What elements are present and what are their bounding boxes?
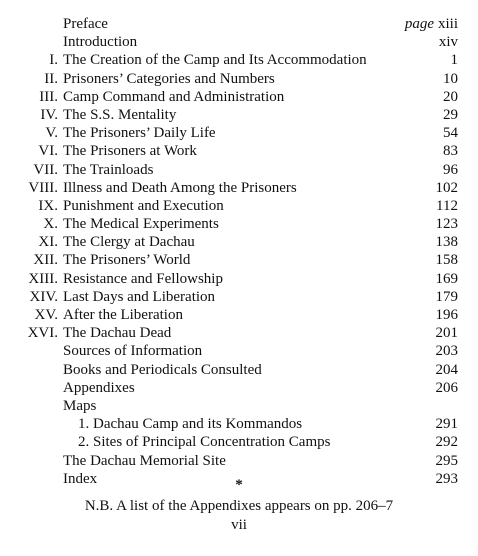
toc-entry xyxy=(0,452,478,470)
entry-title: The Prisoners at Work xyxy=(63,143,197,160)
page-number: 112 xyxy=(436,197,458,214)
chapter-number: XII. xyxy=(33,252,58,269)
page-number: 196 xyxy=(435,307,458,323)
entry-title: The Prisoners’ World xyxy=(63,252,191,269)
table-of-contents xyxy=(0,15,478,488)
entry-page xyxy=(436,270,459,288)
entry-title: Books and Periodicals Consulted xyxy=(63,361,262,378)
entry-page xyxy=(436,452,459,470)
toc-entry xyxy=(0,161,478,179)
page-number: 204 xyxy=(435,361,458,378)
chapter-number: III. xyxy=(39,88,58,105)
entry-title: The Medical Experiments xyxy=(63,216,219,233)
chapter-number: XV. xyxy=(34,307,58,323)
entry-title: Index xyxy=(63,470,98,487)
entry-page xyxy=(436,251,459,269)
entry-page xyxy=(436,433,459,451)
page-number: xiii xyxy=(437,16,458,32)
entry-page xyxy=(436,306,459,324)
toc-entry xyxy=(0,433,478,451)
chapter-number: XI. xyxy=(38,234,58,251)
toc-entry xyxy=(0,324,478,342)
entry-title: Sources of Information xyxy=(63,343,203,360)
entry-page xyxy=(436,233,459,251)
appendix-note: N.B. A list of the Appendixes appears on pp. 206–7 xyxy=(84,498,394,514)
page-folio: vii xyxy=(231,517,247,533)
page-number: 20 xyxy=(443,88,458,105)
entry-title: Last Days and Liberation xyxy=(63,288,216,305)
toc-entry xyxy=(0,179,478,197)
chapter-number: IX. xyxy=(38,197,58,214)
entry-page xyxy=(405,15,458,33)
entry-title: The Creation of the Camp and Its Accommodation xyxy=(63,52,367,69)
entry-title: The S.S. Mentality xyxy=(63,106,177,123)
entry-page xyxy=(436,197,458,215)
entry-page xyxy=(436,324,459,342)
toc-entry xyxy=(0,397,478,415)
toc-entry xyxy=(0,70,478,88)
toc-entry xyxy=(0,215,478,233)
entry-page xyxy=(436,379,459,397)
chapter-number: XVI. xyxy=(27,325,58,342)
entry-page xyxy=(436,415,459,433)
entry-page xyxy=(443,124,458,142)
page-number: 295 xyxy=(435,452,458,469)
entry-title: 2. Sites of Principal Concentration Camps xyxy=(78,434,331,451)
entry-page xyxy=(436,288,459,306)
entry-page xyxy=(443,106,458,124)
toc-entry xyxy=(0,306,478,324)
chapter-number: XIV. xyxy=(29,288,58,305)
entry-page xyxy=(436,361,459,379)
chapter-number: VI. xyxy=(38,143,58,160)
toc-entry xyxy=(0,197,478,215)
toc-entry xyxy=(0,415,478,433)
entry-title: The Dachau Dead xyxy=(63,325,172,342)
page-number: 203 xyxy=(435,343,458,360)
chapter-number: VII. xyxy=(33,161,58,178)
page-number: 292 xyxy=(435,434,458,451)
page-number: xiv xyxy=(438,34,458,51)
toc-entry xyxy=(0,361,478,379)
page-label: page xyxy=(404,16,434,32)
page-number: 123 xyxy=(435,216,458,233)
entry-title: The Dachau Memorial Site xyxy=(63,452,226,469)
toc-entry xyxy=(0,379,478,397)
entry-page xyxy=(443,161,458,179)
page-number: 291 xyxy=(435,416,458,433)
entry-title: Punishment and Execution xyxy=(63,197,224,214)
page-number: 158 xyxy=(435,252,458,269)
chapter-number: V. xyxy=(45,125,58,142)
chapter-number: IV. xyxy=(40,106,58,123)
page-number: 102 xyxy=(435,179,458,196)
entry-title: Introduction xyxy=(63,34,138,51)
toc-entry xyxy=(0,15,478,33)
entry-title: 1. Dachau Camp and its Kommandos xyxy=(78,416,303,433)
page-number: 83 xyxy=(443,143,458,160)
toc-entry xyxy=(0,88,478,106)
entry-title: Prisoners’ Categories and Numbers xyxy=(63,70,275,87)
page-number: 179 xyxy=(435,288,458,305)
entry-page xyxy=(443,70,458,88)
toc-entry xyxy=(0,288,478,306)
chapter-number: VIII. xyxy=(28,179,58,196)
toc-entry xyxy=(0,142,478,160)
toc-entry xyxy=(0,270,478,288)
entry-page xyxy=(436,342,459,360)
entry-title: Illness and Death Among the Prisoners xyxy=(63,179,297,196)
toc-entry xyxy=(0,342,478,360)
chapter-number: XIII. xyxy=(28,270,58,287)
page-number: 29 xyxy=(443,106,458,123)
toc-entry xyxy=(0,106,478,124)
page-number: 206 xyxy=(435,379,458,396)
chapter-number: X. xyxy=(43,216,58,233)
page-number: 169 xyxy=(435,270,458,287)
entry-page xyxy=(443,142,458,160)
entry-title: Preface xyxy=(63,16,108,32)
page-number: 1 xyxy=(450,52,458,69)
entry-title: Appendixes xyxy=(63,379,135,396)
entry-title: The Clergy at Dachau xyxy=(63,234,195,251)
chapter-number: I. xyxy=(49,52,58,69)
page-number: 10 xyxy=(443,70,458,87)
page-number: 138 xyxy=(435,234,458,251)
ornament-asterisk: * xyxy=(235,477,243,493)
toc-entry xyxy=(0,124,478,142)
entry-title: Camp Command and Administration xyxy=(63,88,285,105)
entry-page xyxy=(439,33,458,51)
toc-entry xyxy=(0,251,478,269)
entry-page xyxy=(436,179,459,197)
page-number: 96 xyxy=(443,161,458,178)
entry-page xyxy=(443,88,458,106)
entry-title: The Trainloads xyxy=(63,161,154,178)
entry-title: After the Liberation xyxy=(63,307,183,323)
entry-title: The Prisoners’ Daily Life xyxy=(63,125,216,142)
toc-entry xyxy=(0,233,478,251)
entry-page xyxy=(436,215,459,233)
toc-entry xyxy=(0,33,478,51)
chapter-number: II. xyxy=(44,70,58,87)
page-number: 293 xyxy=(435,470,458,487)
page-number: 201 xyxy=(435,325,458,342)
entry-title: Maps xyxy=(63,397,97,414)
entry-page xyxy=(451,51,459,69)
entry-title: Resistance and Fellowship xyxy=(63,270,223,287)
page-number: 54 xyxy=(443,125,458,142)
toc-entry xyxy=(0,51,478,69)
